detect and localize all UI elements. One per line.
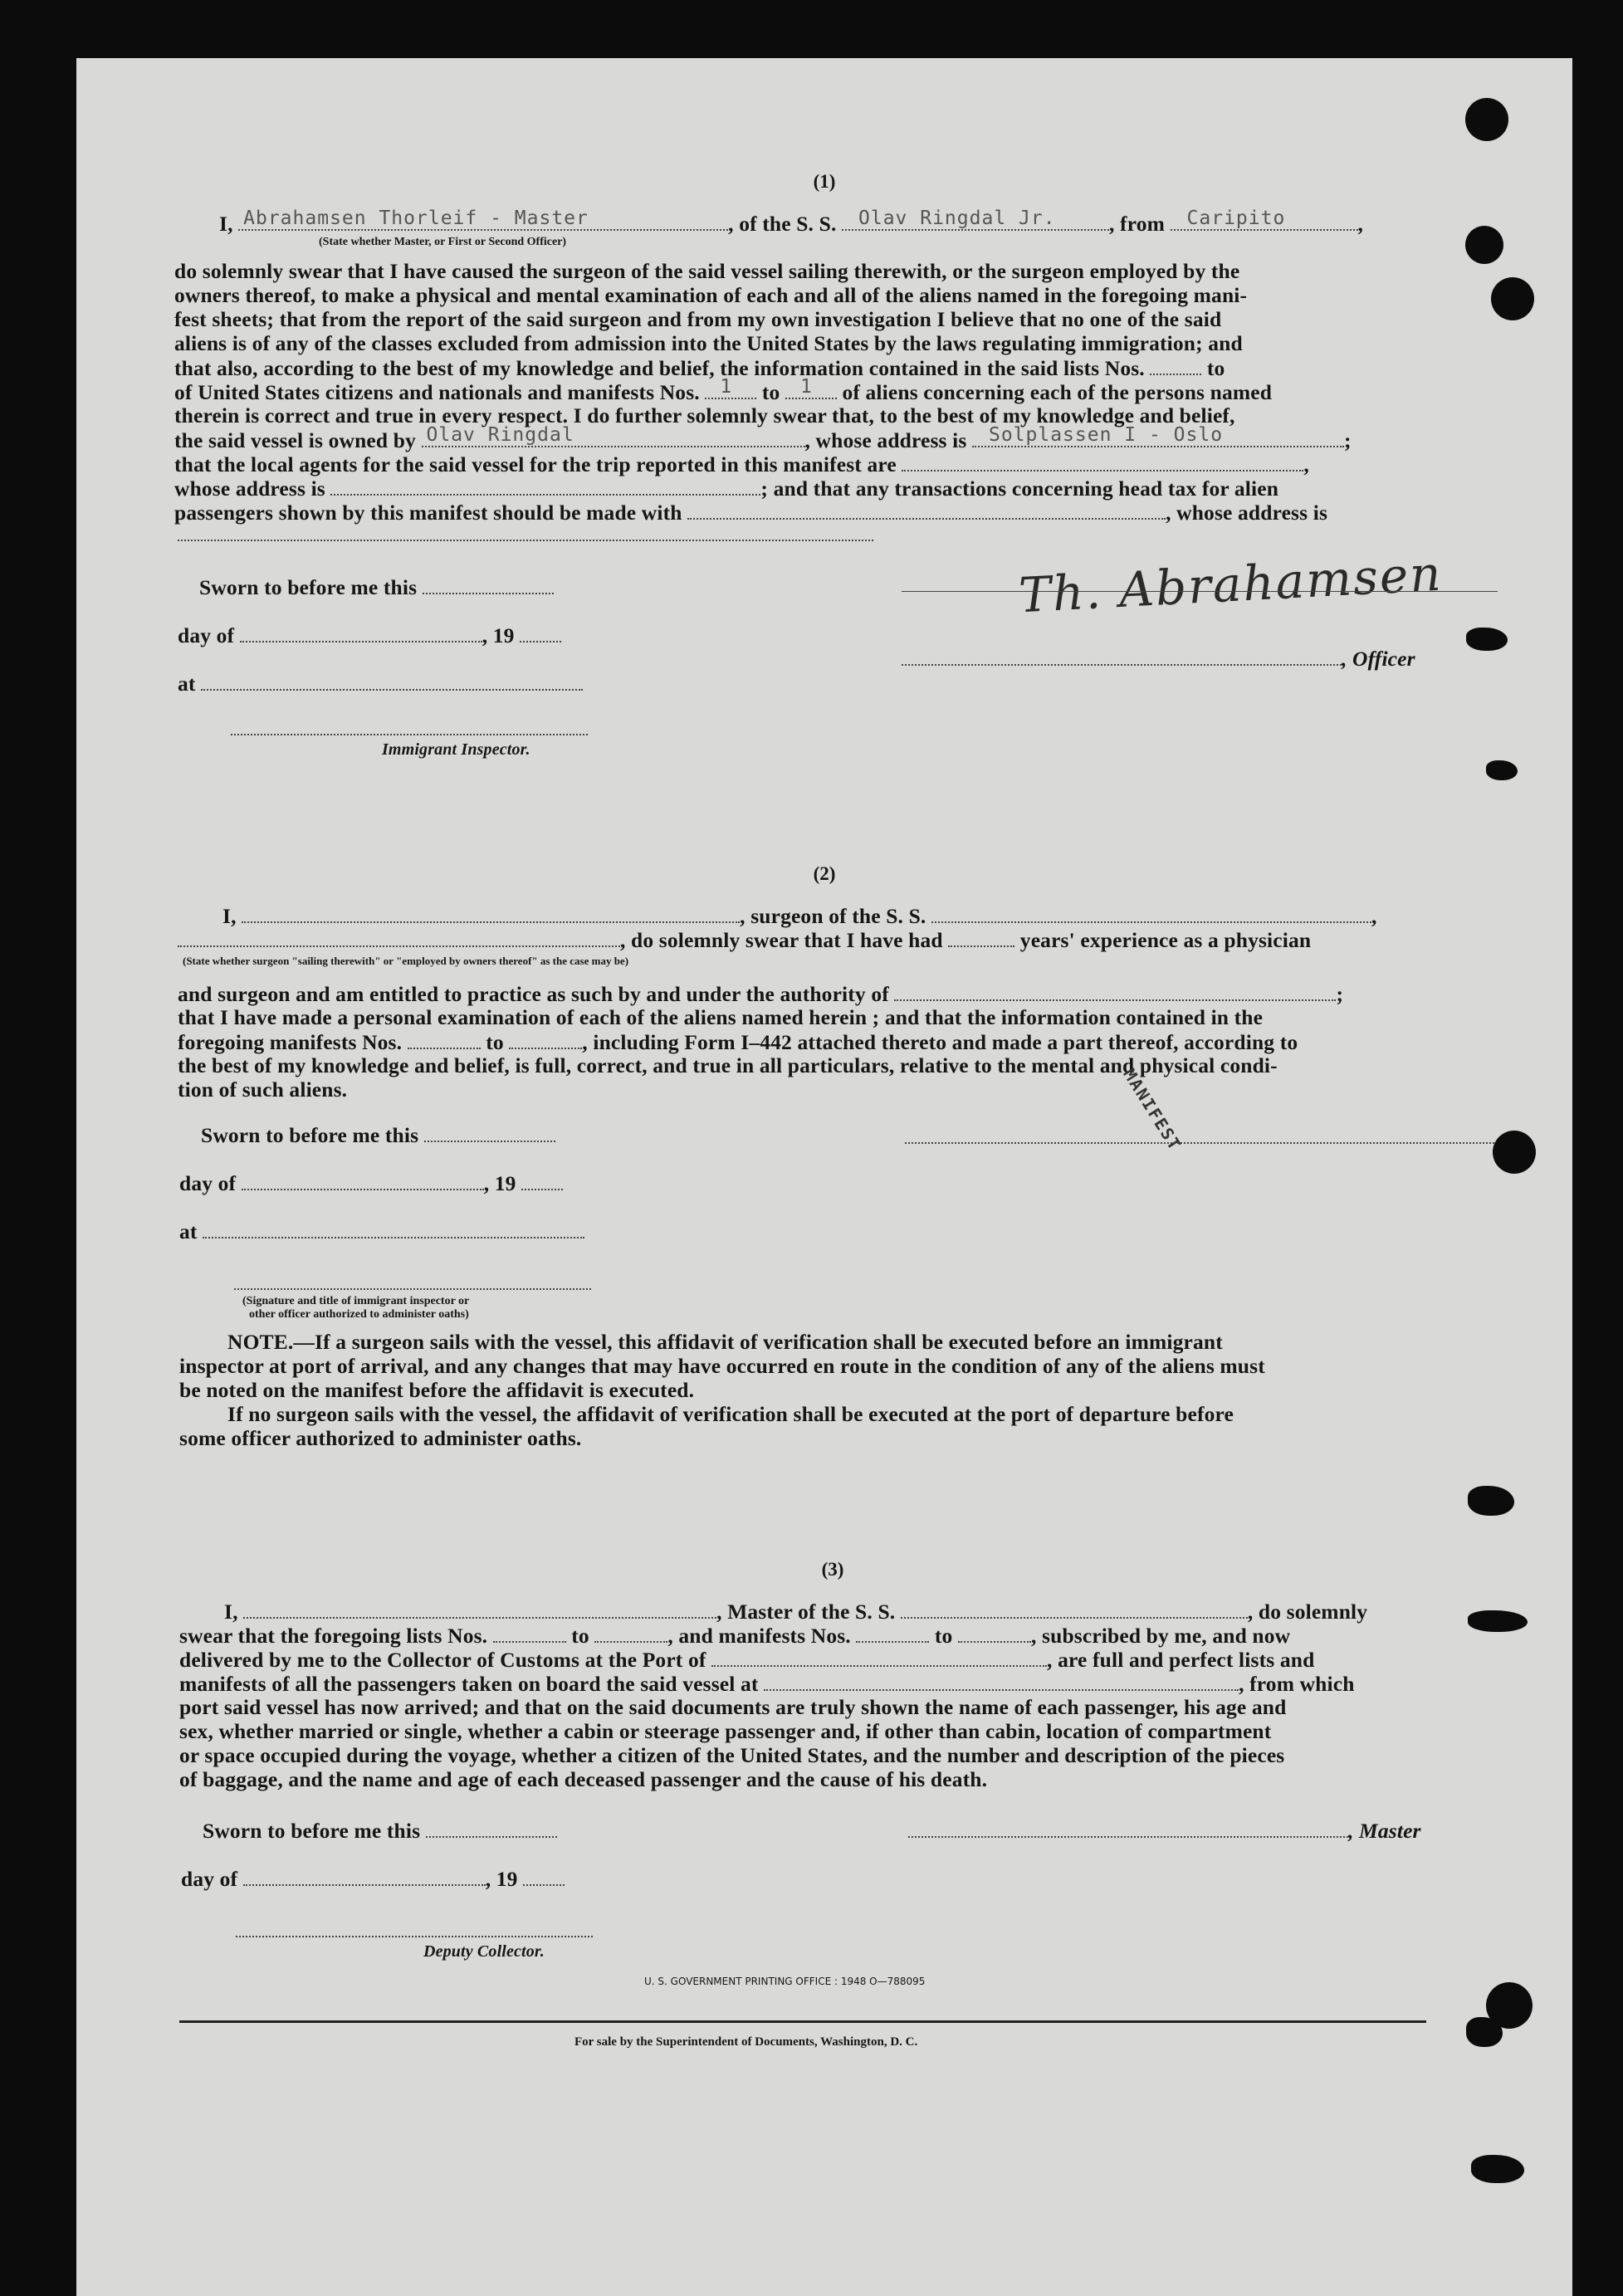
manifest-to-field[interactable]: 1 (785, 379, 837, 399)
section-number-3: (3) (821, 1559, 844, 1580)
affidavit1-para-9: that the local agents for the said vessel for the trip reported in this manifest are , (174, 452, 1309, 476)
sig-note-line1: (Signature and title of immigrant inspector or (242, 1295, 470, 1307)
affidavit2-at-field[interactable] (203, 1219, 584, 1238)
owner-field[interactable]: Olav Ringdal (422, 427, 805, 447)
affidavit3-line3: delivered by me to the Collector of Customs at the Port of , are full and perfect lists and (179, 1648, 1315, 1672)
affidavit1-year-field[interactable] (520, 623, 561, 642)
affidavit1-officer: , Officer (902, 646, 1415, 672)
immigrant-inspector-line[interactable] (231, 734, 588, 735)
affidavit3-master: , Master (908, 1818, 1421, 1844)
sig-note-line2: other officer authorized to administer oaths) (249, 1308, 469, 1321)
surgeon-status-field[interactable] (178, 927, 620, 947)
affidavit2-sworn: Sworn to before me this (201, 1122, 555, 1148)
surgeon-manifest-from-field[interactable] (408, 1029, 481, 1049)
master3-signature-field[interactable] (908, 1818, 1348, 1838)
affidavit2-day: day of , 19 (179, 1170, 563, 1196)
affidavit2-day-field[interactable] (242, 1170, 484, 1190)
affidavit1-para-7: therein is correct and true in every respect. I do further solemnly swear that, to the best of my knowledge and belief, (174, 403, 1235, 427)
affidavit1-line1: I, Abrahamsen Thorleif - Master , of the S. S. Olav Ringdal Jr. , from Caripito , (219, 208, 1364, 236)
affidavit1-at: at (178, 671, 583, 696)
affidavit2-sworn-field[interactable] (424, 1122, 555, 1142)
note-line4: If no surgeon sails with the vessel, the affidavit of verification shall be executed at the port of departure before (227, 1402, 1234, 1426)
affidavit3-year-field[interactable] (523, 1866, 565, 1886)
section-number-2: (2) (813, 863, 836, 884)
deputy-collector-label: Deputy Collector. (423, 1942, 545, 1961)
affidavit3-line8: of baggage, and the name and age of each deceased passenger and the cause of his death. (179, 1767, 988, 1791)
authority-field[interactable] (894, 981, 1336, 1001)
inspector-signature-line[interactable] (234, 1288, 591, 1290)
agents-address-field[interactable] (330, 476, 760, 496)
owner-address-field[interactable]: Solplassen I - Oslo (972, 427, 1344, 447)
affidavit3-day: day of , 19 (181, 1866, 565, 1892)
punch-hole (1486, 760, 1518, 780)
ship-name-field[interactable]: Olav Ringdal Jr. (842, 211, 1109, 231)
affidavit1-master-note: (State whether Master, or First or Second Officer) (319, 236, 567, 248)
master3-name-field[interactable] (243, 1599, 716, 1619)
punch-hole (1493, 1131, 1536, 1174)
note-line1: NOTE.—If a surgeon sails with the vessel, this affidavit of verification shall be executed before an immigrant (227, 1330, 1223, 1354)
affidavit2-surgeon-note: (State whether surgeon "sailing therewith" or "employed by owners thereof" as the case may be) (183, 955, 629, 967)
citizen-list-from-field[interactable] (1150, 355, 1201, 375)
local-agents-field[interactable] (902, 452, 1303, 471)
affidavit3-line1: I, , Master of the S. S. , do solemnly (224, 1600, 1368, 1624)
surgeon-name-field[interactable] (242, 903, 740, 923)
affidavit3-line7: or space occupied during the voyage, whether a citizen of the United States, and the number and description of the pieces (179, 1743, 1285, 1767)
affidavit3-line5: port said vessel has now arrived; and that on the said documents are truly shown the name of each passenger, his age and (179, 1695, 1287, 1719)
affidavit1-para-6: of United States citizens and nationals and manifests Nos. 1 to 1 of aliens concerning each of the persons named (174, 376, 1273, 404)
affidavit3-line6: sex, whether married or single, whether a cabin or steerage passenger and, if other than cabin, location of compartment (179, 1719, 1272, 1743)
affidavit1-para-1: do solemnly swear that I have caused the surgeon of the said vessel sailing therewith, or the surgeon employed by the (174, 259, 1240, 283)
surgeon-signature-line[interactable] (905, 1142, 1501, 1144)
officer-field[interactable] (902, 646, 1342, 666)
signature-line (902, 591, 1498, 592)
affidavit1-para-8: the said vessel is owned by Olav Ringdal , whose address is Solplassen I - Oslo ; (174, 424, 1352, 452)
punch-hole (1465, 98, 1508, 141)
affidavit1-para-4: aliens is of any of the classes excluded from admission into the United States by the laws regulating immigration; and (174, 331, 1243, 355)
note-line2: inspector at port of arrival, and any changes that may have occurred en route in the condition of any of the aliens must (179, 1354, 1265, 1378)
punch-hole (1466, 628, 1508, 651)
port-boarded-field[interactable] (764, 1671, 1239, 1691)
manifest-from-field[interactable]: 1 (705, 379, 756, 399)
affidavit1-para-10: whose address is ; and that any transactions concerning head tax for alien (174, 476, 1279, 501)
affidavit2-line2: , do solemnly swear that I have had years' experience as a physician (178, 927, 1311, 953)
affidavit1-para-2: owners thereof, to make a physical and mental examination of each and all of the aliens named in the foregoing mani- (174, 283, 1248, 307)
master3-ship-field[interactable] (901, 1599, 1248, 1619)
affidavit1-sworn: Sworn to before me this (199, 574, 554, 600)
punch-hole (1471, 2155, 1524, 2183)
affidavit2-year-field[interactable] (521, 1170, 563, 1190)
port-from-field[interactable]: Caripito (1171, 211, 1358, 231)
manifest-stamp: MANIFEST (1119, 1065, 1186, 1155)
affidavit1-at-field[interactable] (201, 671, 583, 691)
punch-hole (1468, 1486, 1514, 1516)
note-line3: be noted on the manifest before the affidavit is executed. (179, 1378, 695, 1402)
head-tax-address-field[interactable] (178, 540, 873, 541)
master-name-field[interactable]: Abrahamsen Thorleif - Master (238, 211, 728, 231)
sale-notice: For sale by the Superintendent of Documents, Washington, D. C. (574, 2035, 918, 2049)
affidavit3-day-field[interactable] (243, 1866, 486, 1886)
head-tax-contact-field[interactable] (687, 500, 1166, 520)
lists-to-field[interactable] (594, 1623, 667, 1643)
affidavit3-line4: manifests of all the passengers taken on board the said vessel at , from which (179, 1672, 1355, 1696)
affidavit1-day: day of , 19 (178, 623, 561, 648)
affidavit1-sworn-field[interactable] (423, 574, 554, 594)
note-line5: some officer authorized to administer oaths. (179, 1426, 582, 1450)
surgeon-manifest-to-field[interactable] (509, 1029, 582, 1049)
affidavit2-line4: that I have made a personal examination of each of the aliens named herein ; and that the information contained in the (178, 1005, 1264, 1029)
punch-hole (1491, 277, 1534, 320)
affidavit2-line6: the best of my knowledge and belief, is full, correct, and true in all particulars, relative to the mental and physical condi- (178, 1053, 1278, 1077)
surgeon-ship-field[interactable] (931, 903, 1371, 923)
section-number-1: (1) (813, 171, 836, 192)
affidavit3-sworn: Sworn to before me this (203, 1818, 557, 1844)
affidavit2-at: at (179, 1219, 584, 1244)
footer-rule (179, 2020, 1426, 2023)
affidavit2-line1: I, , surgeon of the S. S. , (222, 904, 1377, 928)
deputy-collector-line[interactable] (236, 1936, 593, 1937)
affidavit2-line3: and surgeon and am entitled to practice as such by and under the authority of ; (178, 982, 1344, 1006)
manifests-from-field[interactable] (856, 1623, 929, 1643)
punch-hole (1468, 1610, 1528, 1632)
punch-hole (1466, 2017, 1503, 2047)
affidavit1-day-field[interactable] (240, 623, 482, 642)
manifests-to-field[interactable] (958, 1623, 1031, 1643)
affidavit1-para-5: that also, according to the best of my knowledge and belief, the information contained in the said lists Nos. to (174, 356, 1225, 380)
punch-hole (1465, 226, 1503, 264)
lists-from-field[interactable] (493, 1623, 566, 1643)
affidavit3-sworn-field[interactable] (426, 1818, 557, 1838)
affidavit1-para-3: fest sheets; that from the report of the said surgeon and from my own investigation I believe that no one of the said (174, 307, 1222, 331)
years-experience-field[interactable] (948, 927, 1014, 947)
affidavit2-line5: foregoing manifests Nos. to , including Form I–442 attached thereto and made a part thereof, according to (178, 1030, 1298, 1054)
gpo-imprint: U. S. GOVERNMENT PRINTING OFFICE : 1948 O—788095 (644, 1976, 926, 1987)
affidavit1-para-11: passengers shown by this manifest should be made with , whose address is (174, 501, 1328, 525)
master-signature: Th. Abrahamsen (1017, 545, 1445, 624)
manifest-page (76, 58, 1572, 2296)
immigrant-inspector-label: Immigrant Inspector. (382, 740, 530, 759)
affidavit3-line2: swear that the foregoing lists Nos. to , and manifests Nos. to , subscribed by me, and now (179, 1624, 1291, 1648)
affidavit2-line7: tion of such aliens. (178, 1077, 348, 1102)
port-of-customs-field[interactable] (711, 1647, 1047, 1667)
